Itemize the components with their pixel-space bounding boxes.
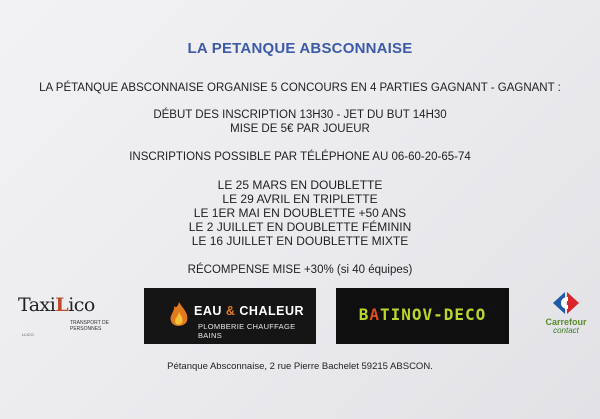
taxi-logo-small-print: LLICO — [22, 332, 34, 337]
eau-chaleur-tagline: PLOMBERIE CHAUFFAGE BAINS — [198, 322, 296, 340]
sponsor-logos — [0, 288, 600, 348]
date-item: LE 29 AVRIL EN TRIPLETTE — [222, 192, 378, 206]
date-item: LE 2 JUILLET EN DOUBLETTE FÉMININ — [188, 220, 412, 234]
taxi-logo-name: TaxiLico — [18, 294, 95, 316]
date-item: LE 25 MARS EN DOUBLETTE — [217, 178, 383, 192]
batinov-deco-name: BATINOV-DECO — [358, 305, 487, 324]
intro-line: LA PÉTANQUE ABSCONNAISE ORGANISE 5 CONCOURS EN 4 PARTIES GAGNANT - GAGNANT : — [39, 82, 561, 94]
taxi-llico-logo — [18, 294, 118, 338]
eau-chaleur-logo — [144, 288, 316, 344]
batinov-deco-logo — [336, 288, 509, 344]
schedule-line: DÉBUT DES INSCRIPTION 13H30 - JET DU BUT 14H30 — [153, 109, 447, 121]
footer-address: Pétanque Absconnaise, 2 rue Pierre Bachelet 59215 ABSCON. — [167, 361, 433, 372]
date-item: LE 16 JUILLET EN DOUBLETTE MIXTE — [191, 234, 409, 248]
stake-line: MISE DE 5€ PAR JOUEUR — [230, 123, 370, 135]
carrefour-contact-word: contact — [553, 326, 579, 335]
eau-chaleur-name: EAU & CHALEUR — [194, 304, 305, 318]
carrefour-contact-logo — [536, 290, 596, 346]
date-item: LE 1ER MAI EN DOUBLETTE +50 ANS — [193, 206, 407, 220]
phone-line: INSCRIPTIONS POSSIBLE PAR TÉLÉPHONE AU 06-60-20-65-74 — [129, 151, 471, 163]
carrefour-word: Carrefour — [545, 317, 587, 327]
carrefour-mark-icon — [550, 290, 582, 316]
flame-icon — [166, 300, 192, 330]
taxi-logo-tagline: TRANSPORT DE PERSONNES — [70, 320, 109, 332]
reward-line: RÉCOMPENSE MISE +30% (si 40 équipes) — [187, 264, 413, 276]
poster-title: LA PETANQUE ABSCONNAISE — [187, 40, 413, 57]
